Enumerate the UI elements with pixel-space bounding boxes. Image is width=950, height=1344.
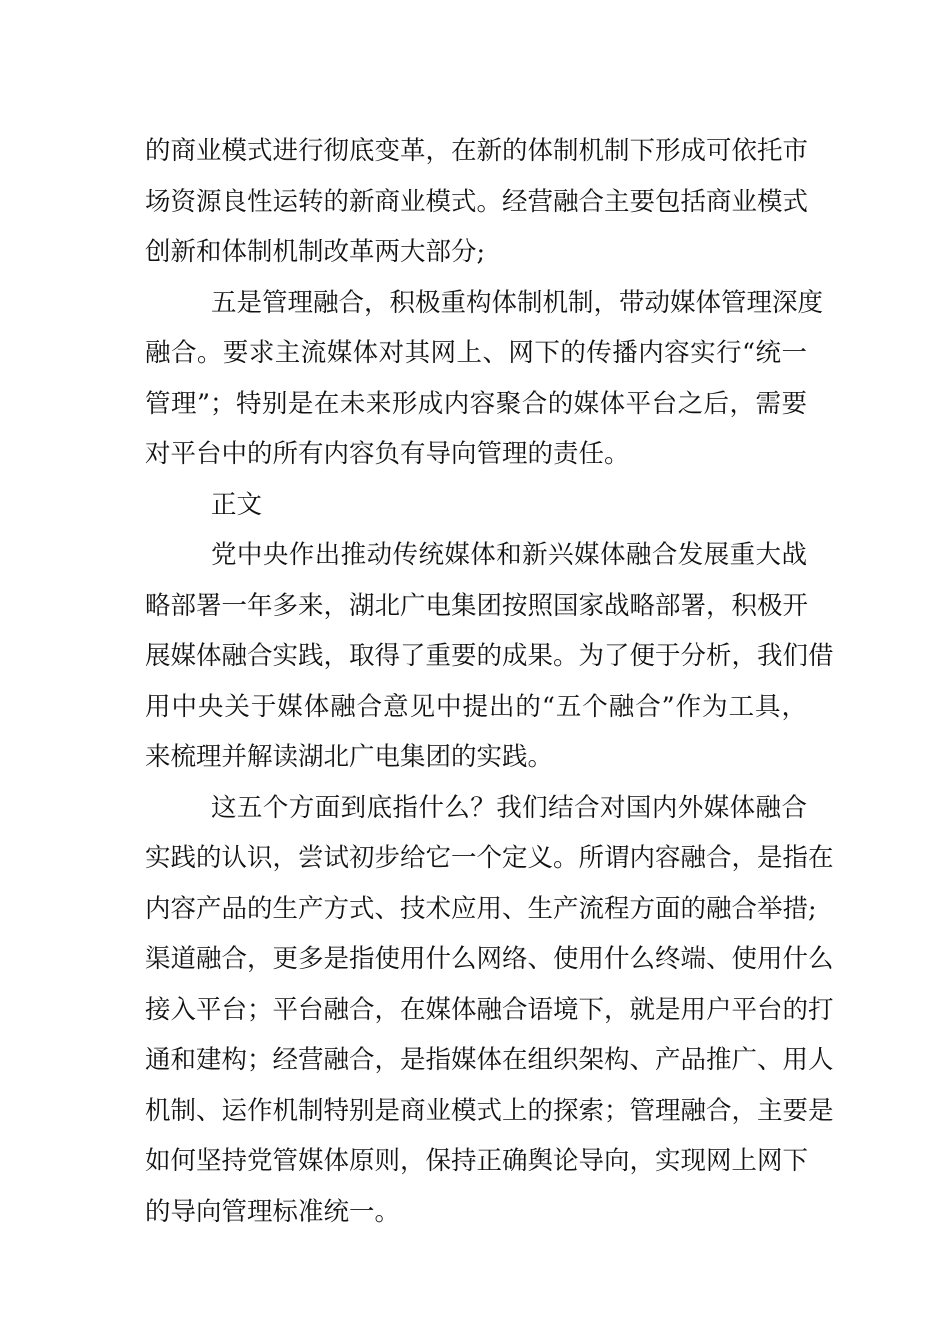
text-line: 管理”；特别是在未来形成内容聚合的媒体平台之后，需要 <box>145 388 807 419</box>
text-line: 略部署一年多来，湖北广电集团按照国家战略部署，积极开 <box>145 590 809 621</box>
text-line: 来梳理并解读湖北广电集团的实践。 <box>145 742 554 772</box>
text-line: 创新和体制机制改革两大部分; <box>145 237 486 267</box>
text-line: 融合。要求主流媒体对其网上、网下的传播内容实行“统一 <box>145 338 807 368</box>
text-line: 接入平台；平台融合，在媒体融合语境下，就是用户平台的打 <box>145 994 834 1025</box>
text-line: 机制、运作机制特别是商业模式上的探索；管理融合，主要是 <box>145 1095 834 1126</box>
paragraph <box>145 480 807 531</box>
paragraph <box>145 783 834 1238</box>
document-body <box>145 126 834 1237</box>
text-line: 的导向管理标准统一。 <box>145 1196 401 1227</box>
text-line: 实践的认识，尝试初步给它一个定义。所谓内容融合，是指在 <box>145 843 834 873</box>
text-line: 这五个方面到底指什么？我们结合对国内外媒体融合 <box>211 792 807 823</box>
text-line: 对平台中的所有内容负有导向管理的责任。 <box>145 439 630 469</box>
text-line: 的商业模式进行彻底变革，在新的体制机制下形成可依托市 <box>145 136 809 166</box>
text-line: 场资源良性运转的新商业模式。经营融合主要包括商业模式 <box>145 186 809 217</box>
text-line: 通和建构；经营融合，是指媒体在组织架构、产品推广、用人 <box>145 1045 834 1075</box>
paragraph <box>145 530 834 783</box>
text-line: 用中央关于媒体融合意见中提出的“五个融合”作为工具， <box>145 691 807 722</box>
text-line: 渠道融合，更多是指使用什么网络、使用什么终端、使用什么 <box>145 944 834 974</box>
paragraph <box>145 278 824 480</box>
text-line: 五是管理融合，积极重构体制机制，带动媒体管理深度 <box>211 287 824 318</box>
text-line: 展媒体融合实践，取得了重要的成果。为了便于分析，我们借 <box>145 641 834 671</box>
text-line: 正文 <box>211 489 263 520</box>
text-line: 党中央作出推动传统媒体和新兴媒体融合发展重大战 <box>211 540 807 570</box>
text-line: 如何坚持党管媒体原则，保持正确舆论导向，实现网上网下 <box>145 1146 809 1176</box>
text-line: 内容产品的生产方式、技术应用、生产流程方面的融合举措; <box>145 893 817 924</box>
paragraph <box>145 126 807 278</box>
